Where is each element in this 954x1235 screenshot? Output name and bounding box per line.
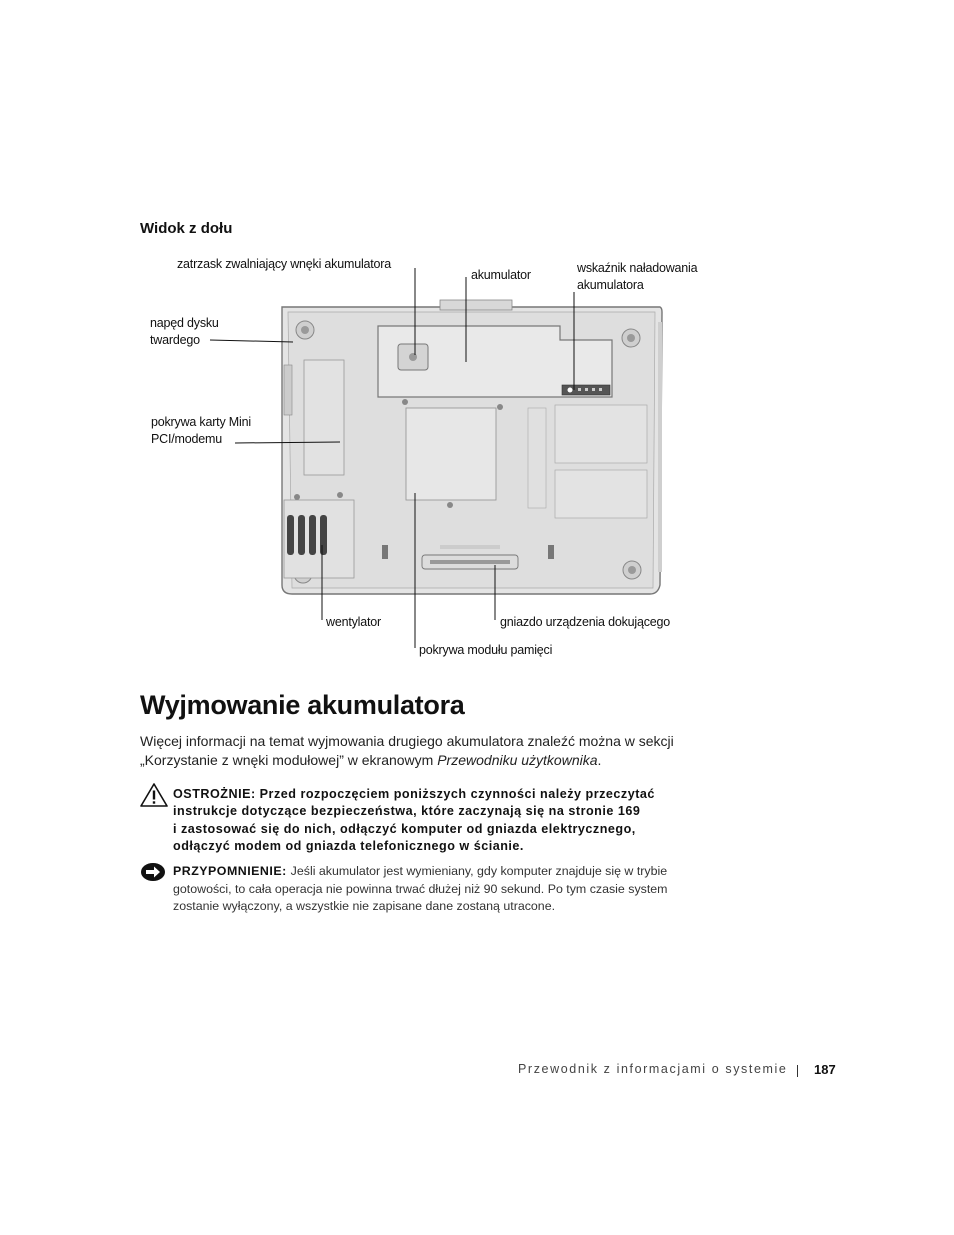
callout-minipci-line1: pokrywa karty Mini: [151, 415, 251, 429]
page-title: Wyjmowanie akumulatora: [140, 690, 465, 720]
notice-line1-text: Jeśli akumulator jest wymieniany, gdy komputer znajduje się w trybie: [290, 864, 668, 878]
notice-arrow-icon: [140, 862, 166, 882]
notice-line2: gotowości, to cała operacja nie powinna trwać dłużej niż 90 sekund. Po tym czasie system: [173, 881, 668, 896]
caution-line3: i zastosować się do nich, odłączyć komputer od gniazda elektrycznego,: [173, 821, 636, 836]
callout-hard-drive: [150, 315, 219, 349]
callout-battery-latch: zatrzask zwalniający wnęki akumulatora: [177, 257, 392, 271]
notice-label: PRZYPOMNIENIE:: [173, 864, 291, 878]
hdd-panel: [304, 360, 344, 475]
intro-guide-reference: Przewodniku użytkownika: [437, 752, 598, 768]
section-heading: Widok z dołu: [140, 220, 233, 237]
page-number: 187: [814, 1062, 836, 1077]
caution-line1: OSTROŻNIE: Przed rozpoczęciem poniższych czynności należy przeczytać: [173, 787, 655, 801]
callout-charge-gauge: [577, 260, 697, 294]
intro-period: .: [597, 752, 602, 768]
callout-hard-drive-line1: napęd dysku: [150, 316, 219, 330]
callout-minipci-cover: [151, 414, 251, 448]
caution-message: [173, 786, 743, 856]
memory-cover: [406, 408, 496, 500]
intro-line2: [140, 751, 740, 770]
caution-line4: odłączyć modem od gniazda telefonicznego w ścianie.: [173, 839, 524, 854]
notice-message: [173, 863, 733, 916]
caution-line2: instrukcje dotyczące bezpieczeństwa, które zaczynają się na stronie 169: [173, 804, 641, 819]
callout-fan: wentylator: [326, 615, 381, 629]
intro-line1: Więcej informacji na temat wyjmowania drugiego akumulatora znaleźć można w sekcji: [140, 733, 674, 749]
callout-hard-drive-line2: twardego: [150, 333, 200, 347]
callout-charge-gauge-line1: wskaźnik naładowania: [577, 261, 698, 275]
footer-guide-title: Przewodnik z informacjami o systemie: [518, 1062, 788, 1076]
notice-line3: zostanie wyłączony, a wszystkie nie zapisane dane zostaną utracone.: [173, 899, 556, 913]
intro-paragraph: [140, 732, 740, 770]
callout-docking-connector: gniazdo urządzenia dokującego: [500, 615, 671, 629]
intro-text: „Korzystanie z wnęki modułowej” w ekranowym: [140, 752, 438, 768]
notice-line1: [173, 863, 733, 881]
callout-charge-gauge-line2: akumulatora: [577, 278, 644, 292]
callout-minipci-line2: PCI/modemu: [151, 432, 222, 446]
callout-memory-cover: pokrywa modułu pamięci: [419, 643, 553, 657]
callout-battery: akumulator: [471, 268, 531, 282]
caution-triangle-icon: [140, 783, 168, 807]
footer-separator: [797, 1065, 798, 1077]
